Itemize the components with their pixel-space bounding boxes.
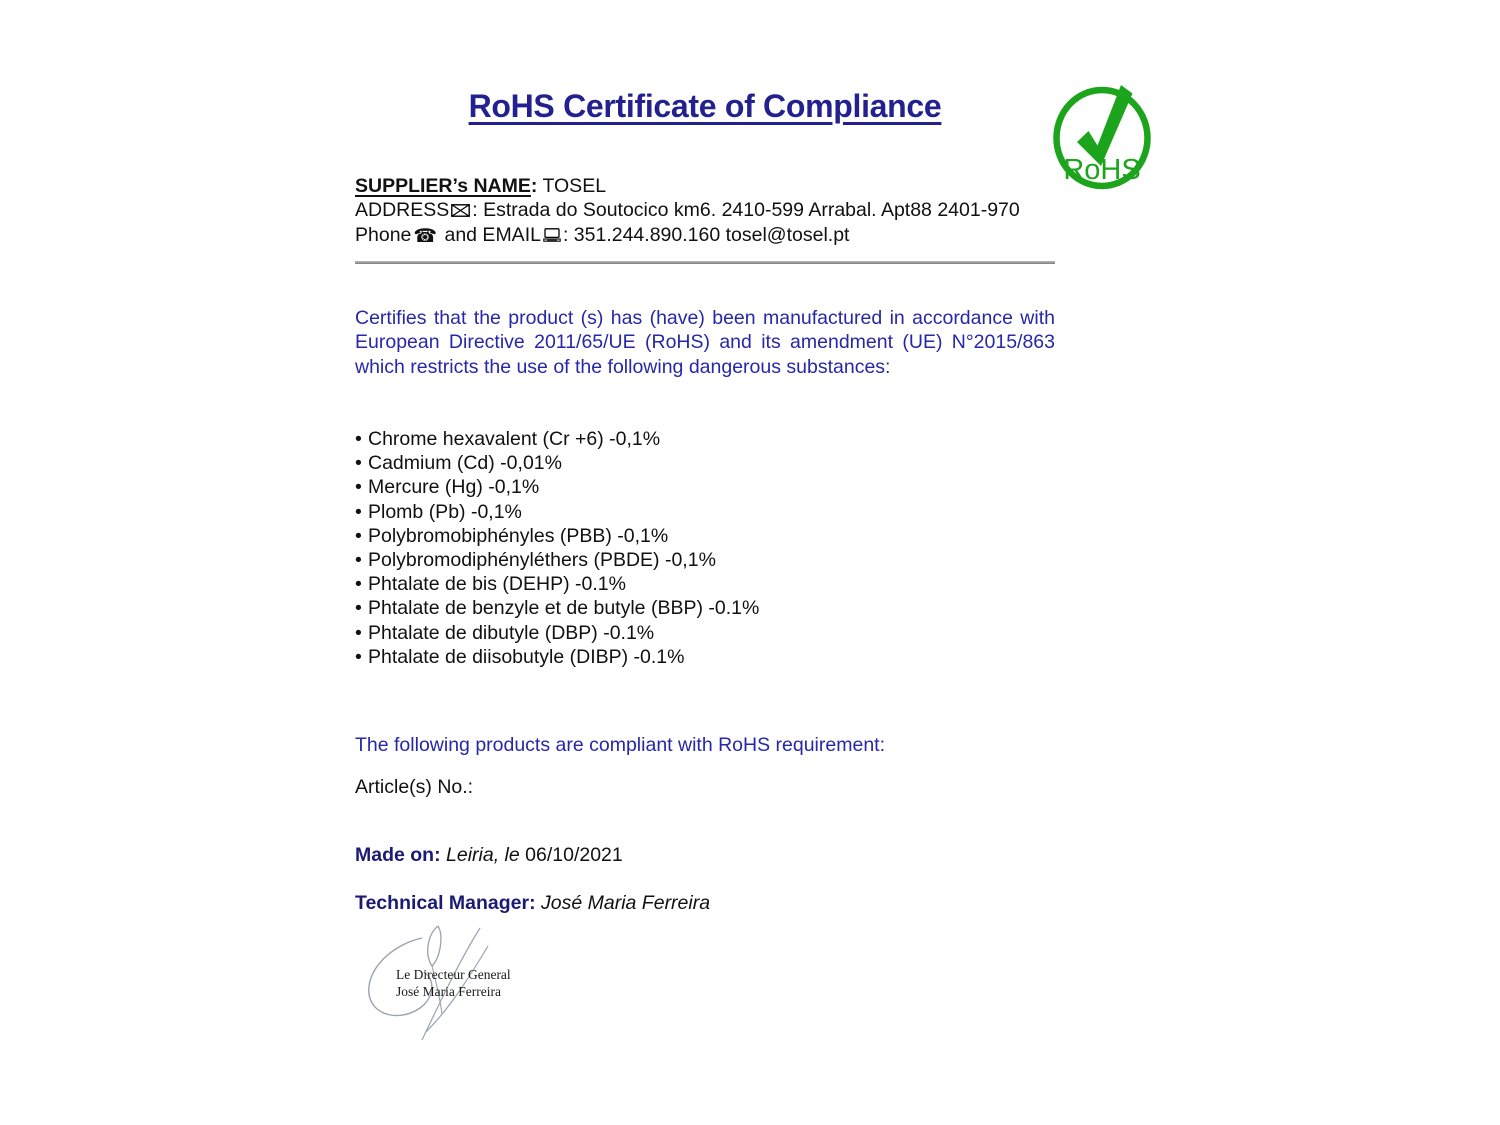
telephone-icon: ☎ <box>413 225 438 247</box>
and-email-label: and EMAIL <box>439 224 541 246</box>
logo-text: RoHS <box>1063 154 1141 186</box>
supplier-name-sep: : <box>530 175 538 197</box>
compliance-line: The following products are compliant with RoHS requirement: <box>355 734 885 756</box>
made-on-line <box>355 844 623 867</box>
address-value: : Estrada do Soutocico km6. 2410-599 Arrabal. Apt88 2401-970 <box>472 199 1020 221</box>
substances-list <box>355 427 759 669</box>
made-on-date: 06/10/2021 <box>525 844 623 866</box>
substance-item: • Phtalate de bis (DEHP) -0.1% <box>355 572 759 596</box>
supplier-block <box>355 174 1020 248</box>
technical-manager-name: José Maria Ferreira <box>535 892 711 914</box>
supplier-contact-line <box>355 223 1020 248</box>
supplier-name-value: TOSEL <box>537 175 607 197</box>
substance-item: • Polybromobiphényles (PBB) -0,1% <box>355 524 759 548</box>
substance-item: • Polybromodiphényléthers (PBDE) -0,1% <box>355 548 759 572</box>
supplier-name-label: SUPPLIER’s NAME <box>355 175 531 197</box>
technical-manager-label: Technical Manager: <box>355 892 536 914</box>
rohs-logo <box>1052 78 1152 190</box>
substance-item: • Phtalate de benzyle et de butyle (BBP) -0.1% <box>355 596 759 620</box>
supplier-name-line <box>355 174 1020 198</box>
signature-caption-line2: José Maria Ferreira <box>396 984 501 999</box>
substance-item: • Phtalate de diisobutyle (DIBP) -0.1% <box>355 645 759 669</box>
phone-label: Phone <box>355 224 412 246</box>
made-on-label: Made on: <box>355 844 441 866</box>
page-title: RoHS Certificate of Compliance <box>468 88 942 124</box>
signature-caption <box>396 966 516 1000</box>
technical-manager-line <box>355 892 710 915</box>
rohs-logo-graphic <box>1052 78 1152 190</box>
substance-item: • Chrome hexavalent (Cr +6) -0,1% <box>355 427 759 451</box>
envelope-icon <box>451 199 470 223</box>
substance-item: • Cadmium (Cd) -0,01% <box>355 451 759 475</box>
title-wrap <box>355 88 1055 125</box>
substance-item: • Plomb (Pb) -0,1% <box>355 500 759 524</box>
divider-rule <box>355 261 1055 264</box>
contact-value: : 351.244.890.160 tosel@tosel.pt <box>562 224 850 246</box>
address-label: ADDRESS <box>355 199 450 221</box>
substance-item: • Mercure (Hg) -0,1% <box>355 475 759 499</box>
substance-item: • Phtalate de dibutyle (DBP) -0.1% <box>355 621 759 645</box>
made-on-place: Leiria, le <box>440 844 526 866</box>
certification-statement: Certifies that the product (s) has (have) been manufactured in accordance with European Directive 2011/65/UE (RoHS) and its amendment (UE) N°2015/863 which restricts the use of the following dangerous substances: <box>355 307 1055 378</box>
signature-caption-line1: Le Directeur General <box>396 967 511 982</box>
computer-icon <box>543 224 561 248</box>
signature-block <box>356 918 526 1053</box>
article-number-line: Article(s) No.: <box>355 776 474 798</box>
supplier-address-line <box>355 198 1020 223</box>
